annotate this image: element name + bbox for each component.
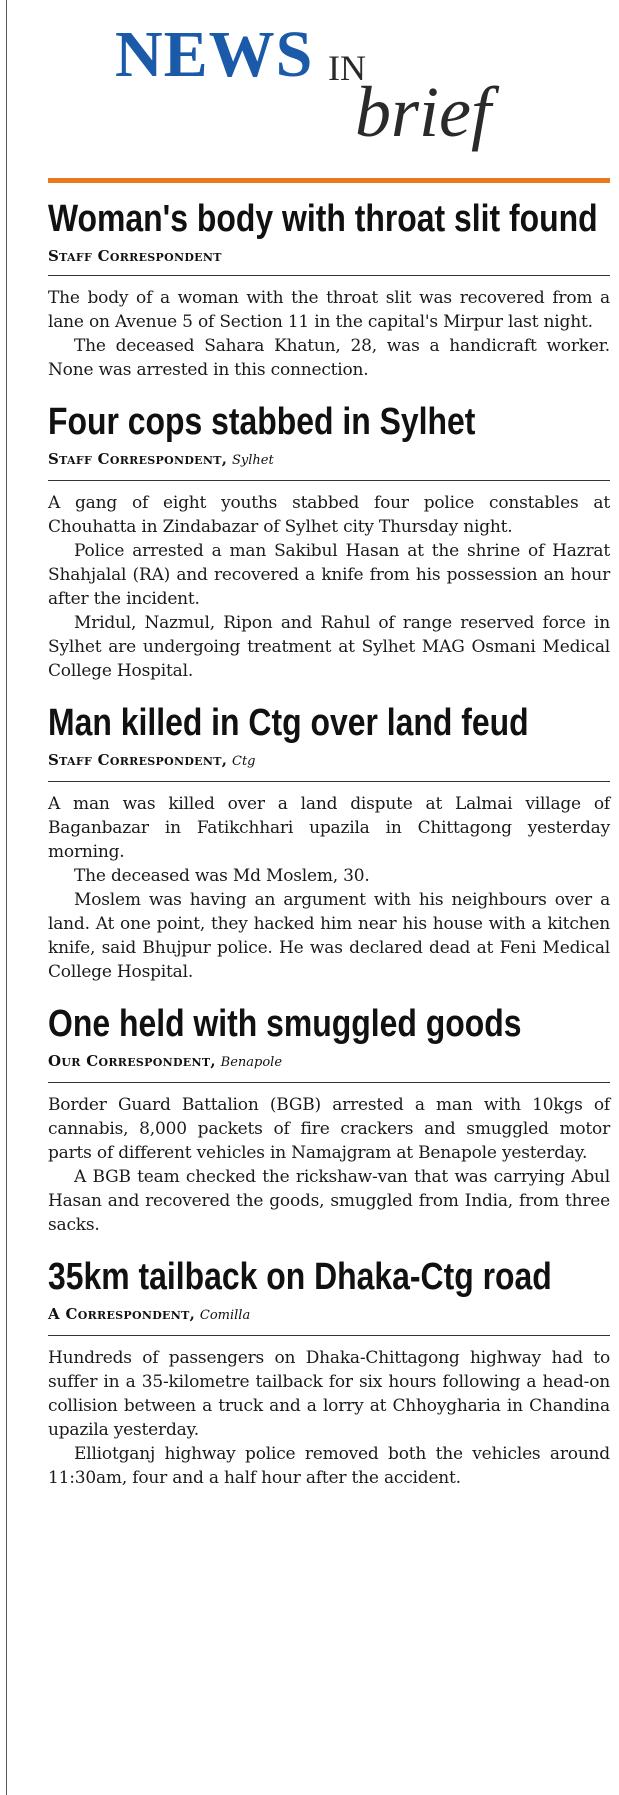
byline-rule bbox=[48, 275, 610, 276]
byline-rule bbox=[48, 480, 610, 481]
story-smuggled-goods bbox=[48, 1001, 610, 1237]
story-byline bbox=[48, 246, 610, 266]
story-byline bbox=[48, 449, 610, 471]
masthead-in: IN bbox=[328, 48, 366, 88]
story-headline: Woman's body with throat slit found bbox=[48, 198, 598, 240]
story-tailback bbox=[48, 1254, 610, 1490]
story-paragraph: Mridul, Nazmul, Ripon and Rahul of range reserved force in Sylhet are undergoing treatment at Sylhet MAG Osmani Medical College Hospital. bbox=[48, 613, 610, 681]
byline-name: Staff Correspondent, bbox=[48, 450, 228, 468]
masthead-underline bbox=[48, 178, 610, 183]
story-paragraph: Elliotganj highway police removed both the vehicles around 11:30am, four and a half hour after the accident. bbox=[48, 1444, 610, 1488]
byline-place: Benapole bbox=[220, 1055, 283, 1070]
story-headline: Man killed in Ctg over land feud bbox=[48, 702, 529, 744]
story-paragraph: Hundreds of passengers on Dhaka-Chittagong highway had to suffer in a 35-kilometre tailback for six hours following a head-on collision between a truck and a lorry at Chhoygharia in Chandina upazila yesterday. bbox=[48, 1348, 610, 1440]
story-headline: Four cops stabbed in Sylhet bbox=[48, 401, 476, 443]
story-paragraph: Border Guard Battalion (BGB) arrested a man with 10kgs of cannabis, 8,000 packets of fire crackers and smuggled motor parts of different vehicles in Namajgram at Benapole yesterday. bbox=[48, 1095, 610, 1163]
story-byline bbox=[48, 750, 610, 772]
story-cops-stabbed bbox=[48, 399, 610, 683]
story-man-killed-ctg bbox=[48, 700, 610, 984]
byline-rule bbox=[48, 1335, 610, 1336]
byline-place: Ctg bbox=[232, 754, 256, 769]
story-paragraph: A BGB team checked the rickshaw-van that was carrying Abul Hasan and recovered the goods, smuggled from India, from three sacks. bbox=[48, 1167, 610, 1235]
byline-name: Staff Correspondent, bbox=[48, 751, 228, 769]
story-paragraph: Moslem was having an argument with his neighbours over a land. At one point, they hacked him near his house with a kitchen knife, said Bhujpur police. He was declared dead at Feni Medical College Hospital. bbox=[48, 890, 610, 982]
column-divider bbox=[6, 0, 7, 1795]
story-headline: 35km tailback on Dhaka-Ctg road bbox=[48, 1256, 552, 1298]
news-column bbox=[48, 196, 610, 1507]
story-byline bbox=[48, 1304, 610, 1326]
story-paragraph: A gang of eight youths stabbed four police constables at Chouhatta in Zindabazar of Sylhet city Thursday night. bbox=[48, 493, 610, 537]
section-masthead bbox=[115, 18, 555, 152]
byline-name: Staff Correspondent bbox=[48, 247, 222, 265]
story-paragraph: The body of a woman with the throat slit was recovered from a lane on Avenue 5 of Section 11 in the capital's Mirpur last night. bbox=[48, 288, 610, 332]
story-woman-body-found bbox=[48, 196, 610, 382]
byline-rule bbox=[48, 1082, 610, 1083]
story-headline: One held with smuggled goods bbox=[48, 1003, 522, 1045]
masthead-brief: brief bbox=[355, 72, 491, 152]
masthead-news: NEWS bbox=[115, 18, 314, 91]
byline-place: Sylhet bbox=[232, 453, 274, 468]
byline-place: Comilla bbox=[199, 1308, 251, 1323]
byline-name: Our Correspondent, bbox=[48, 1052, 216, 1070]
byline-name: A Correspondent, bbox=[48, 1305, 196, 1323]
story-byline bbox=[48, 1051, 610, 1073]
story-paragraph: The deceased Sahara Khatun, 28, was a handicraft worker. None was arrested in this connection. bbox=[48, 336, 610, 380]
story-paragraph: A man was killed over a land dispute at Lalmai village of Baganbazar in Fatikchhari upazila in Chittagong yesterday morning. bbox=[48, 794, 610, 862]
story-paragraph: Police arrested a man Sakibul Hasan at the shrine of Hazrat Shahjalal (RA) and recovered a knife from his possession an hour after the incident. bbox=[48, 541, 610, 609]
byline-rule bbox=[48, 781, 610, 782]
story-paragraph: The deceased was Md Moslem, 30. bbox=[74, 866, 370, 886]
